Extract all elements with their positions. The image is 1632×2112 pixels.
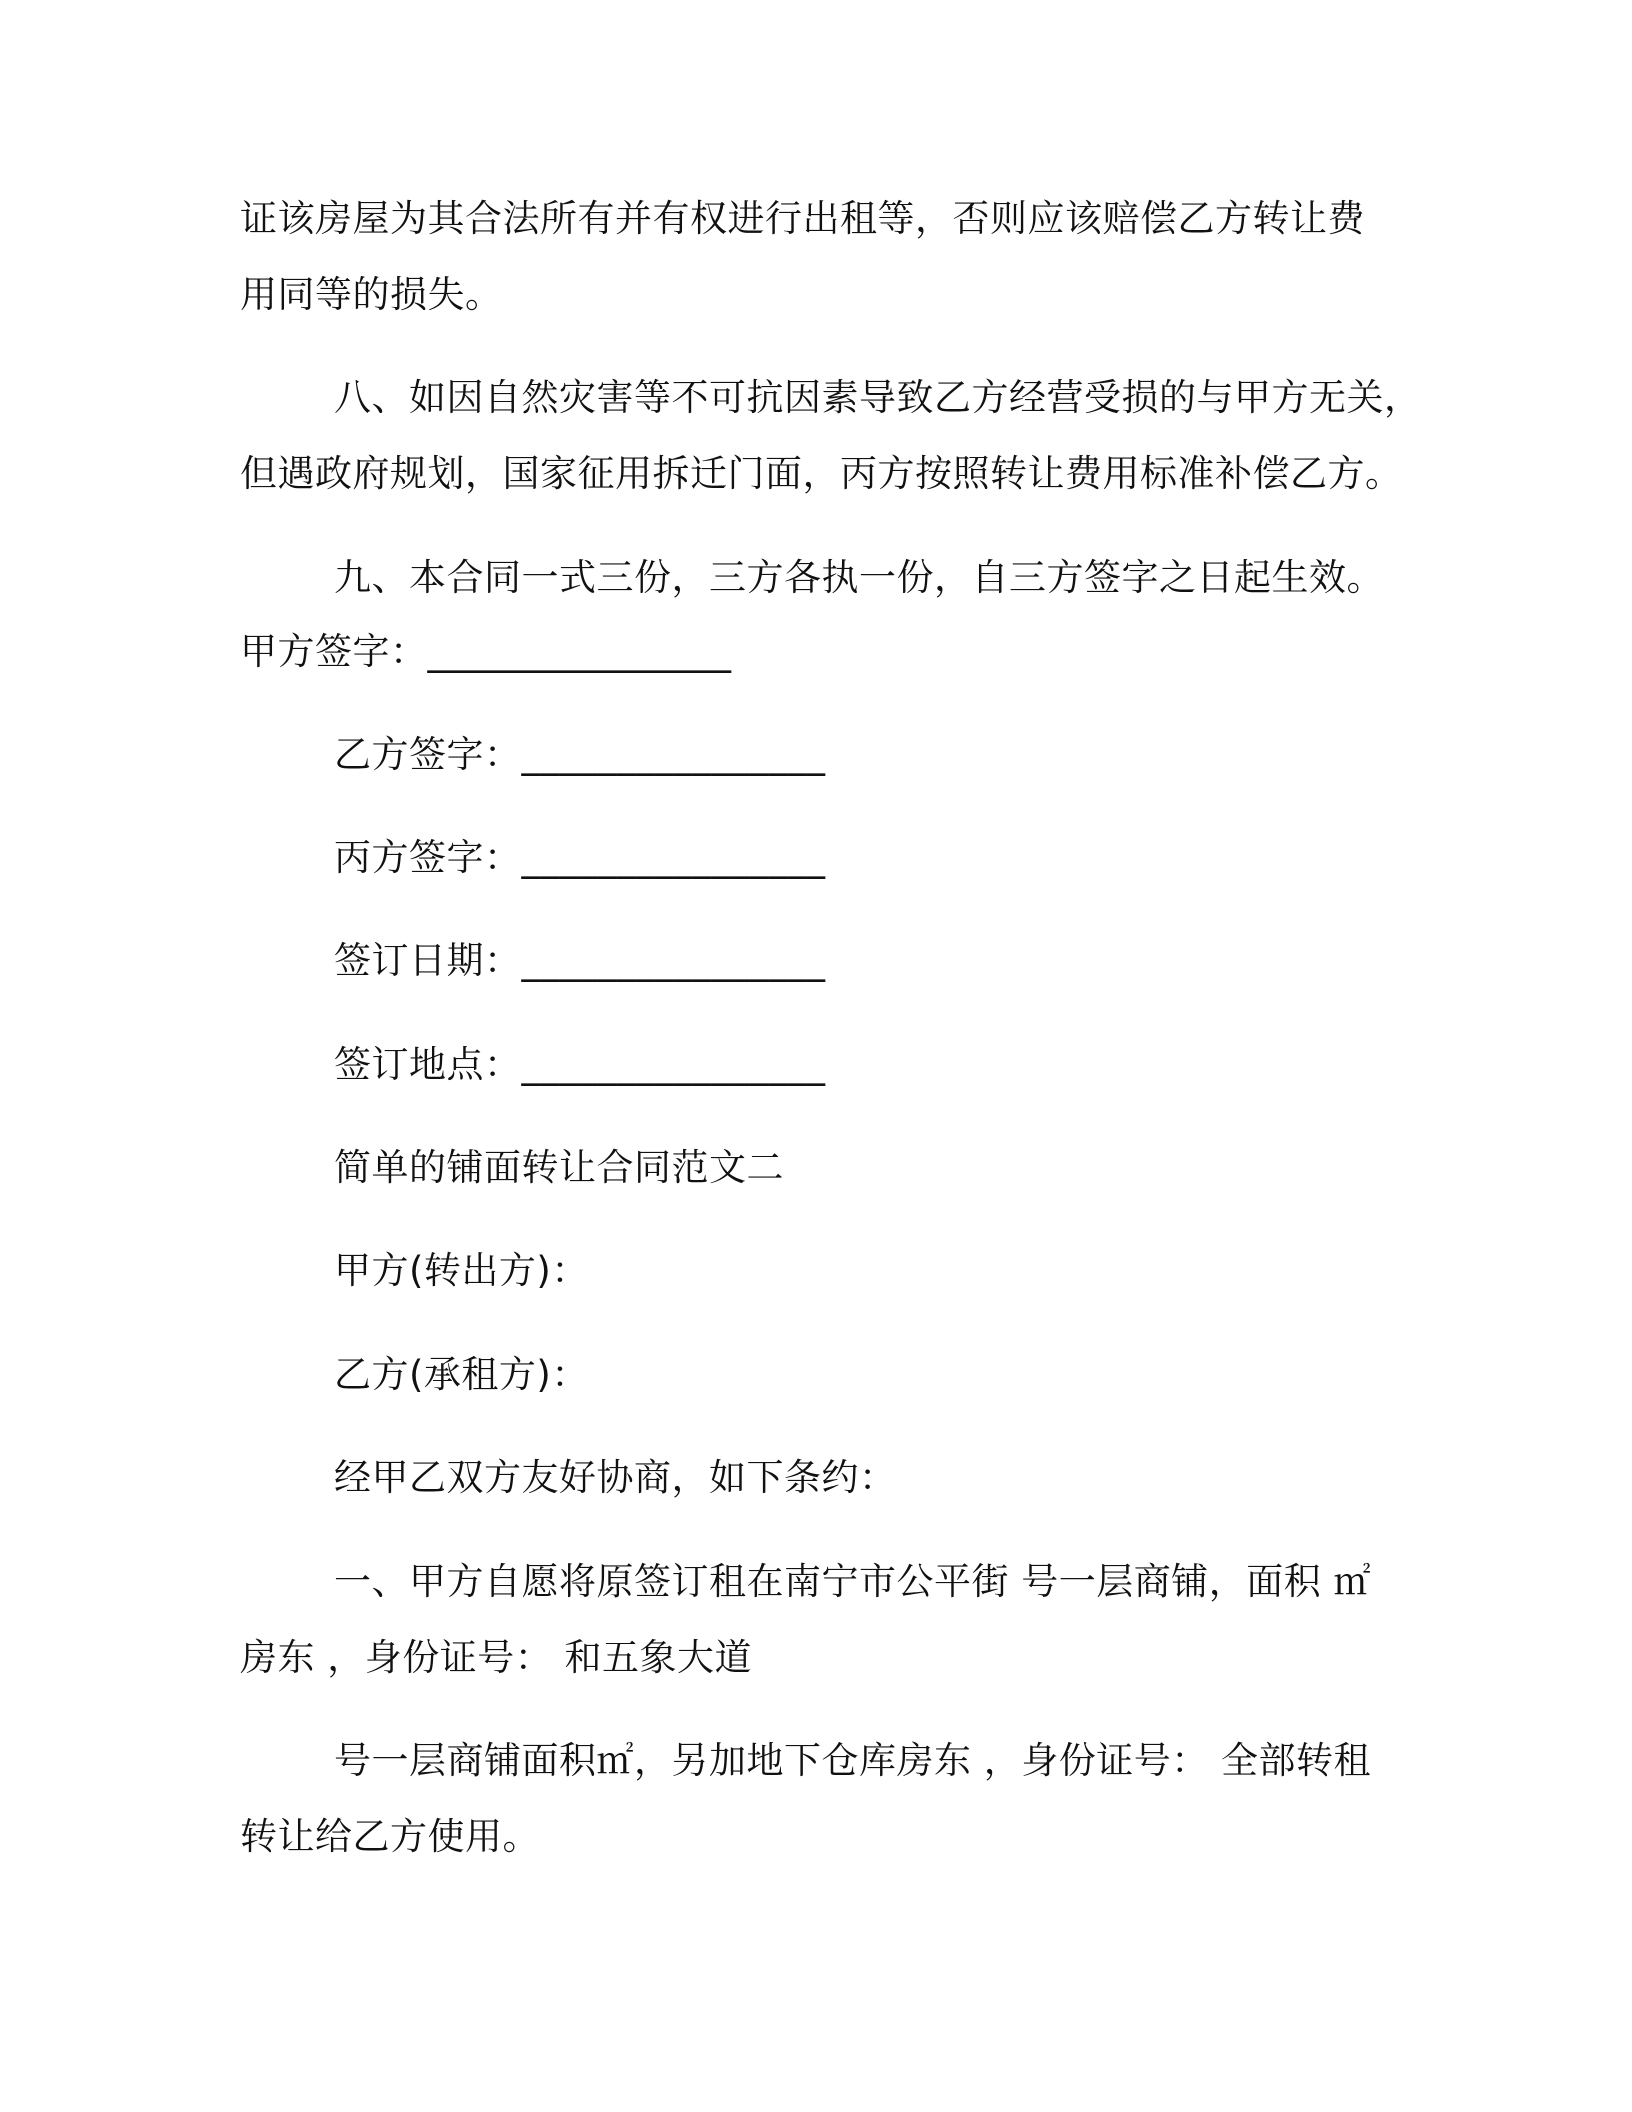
party-a-signature: 甲方签字：________________ (240, 630, 732, 673)
signing-date: 签订日期：________________ (334, 939, 826, 982)
party-a-label: 甲方(转出方)： (334, 1249, 589, 1292)
party-b-signature: 乙方签字：________________ (334, 733, 826, 776)
text-line: 八、如因自然灾害等不可抗因素导致乙方经营受损的与甲方无关， (334, 376, 1422, 419)
text-line: 房东 ，身份证号： 和五象大道 (240, 1636, 753, 1679)
text-line: 用同等的损失。 (240, 273, 503, 316)
text-line: 转让给乙方使用。 (240, 1815, 540, 1858)
party-b-label: 乙方(承租方)： (334, 1353, 589, 1396)
party-c-signature: 丙方签字：________________ (334, 836, 826, 879)
text-line: 证该房屋为其合法所有并有权进行出租等，否则应该赔偿乙方转让费 (240, 197, 1365, 240)
signing-place: 签订地点：________________ (334, 1043, 826, 1086)
text-line: 经甲乙双方友好协商，如下条约： (334, 1456, 897, 1499)
text-line: 号一层商铺面积㎡，另加地下仓库房东 ，身份证号： 全部转租 (334, 1739, 1372, 1782)
section-title: 简单的铺面转让合同范文二 (334, 1146, 784, 1189)
text-line: 九、本合同一式三份，三方各执一份，自三方签字之日起生效。 (334, 556, 1384, 599)
text-line: 但遇政府规划，国家征用拆迁门面，丙方按照转让费用标准补偿乙方。 (240, 452, 1403, 495)
text-line: 一、甲方自愿将原签订租在南宁市公平街 号一层商铺，面积 ㎡ (334, 1560, 1372, 1603)
